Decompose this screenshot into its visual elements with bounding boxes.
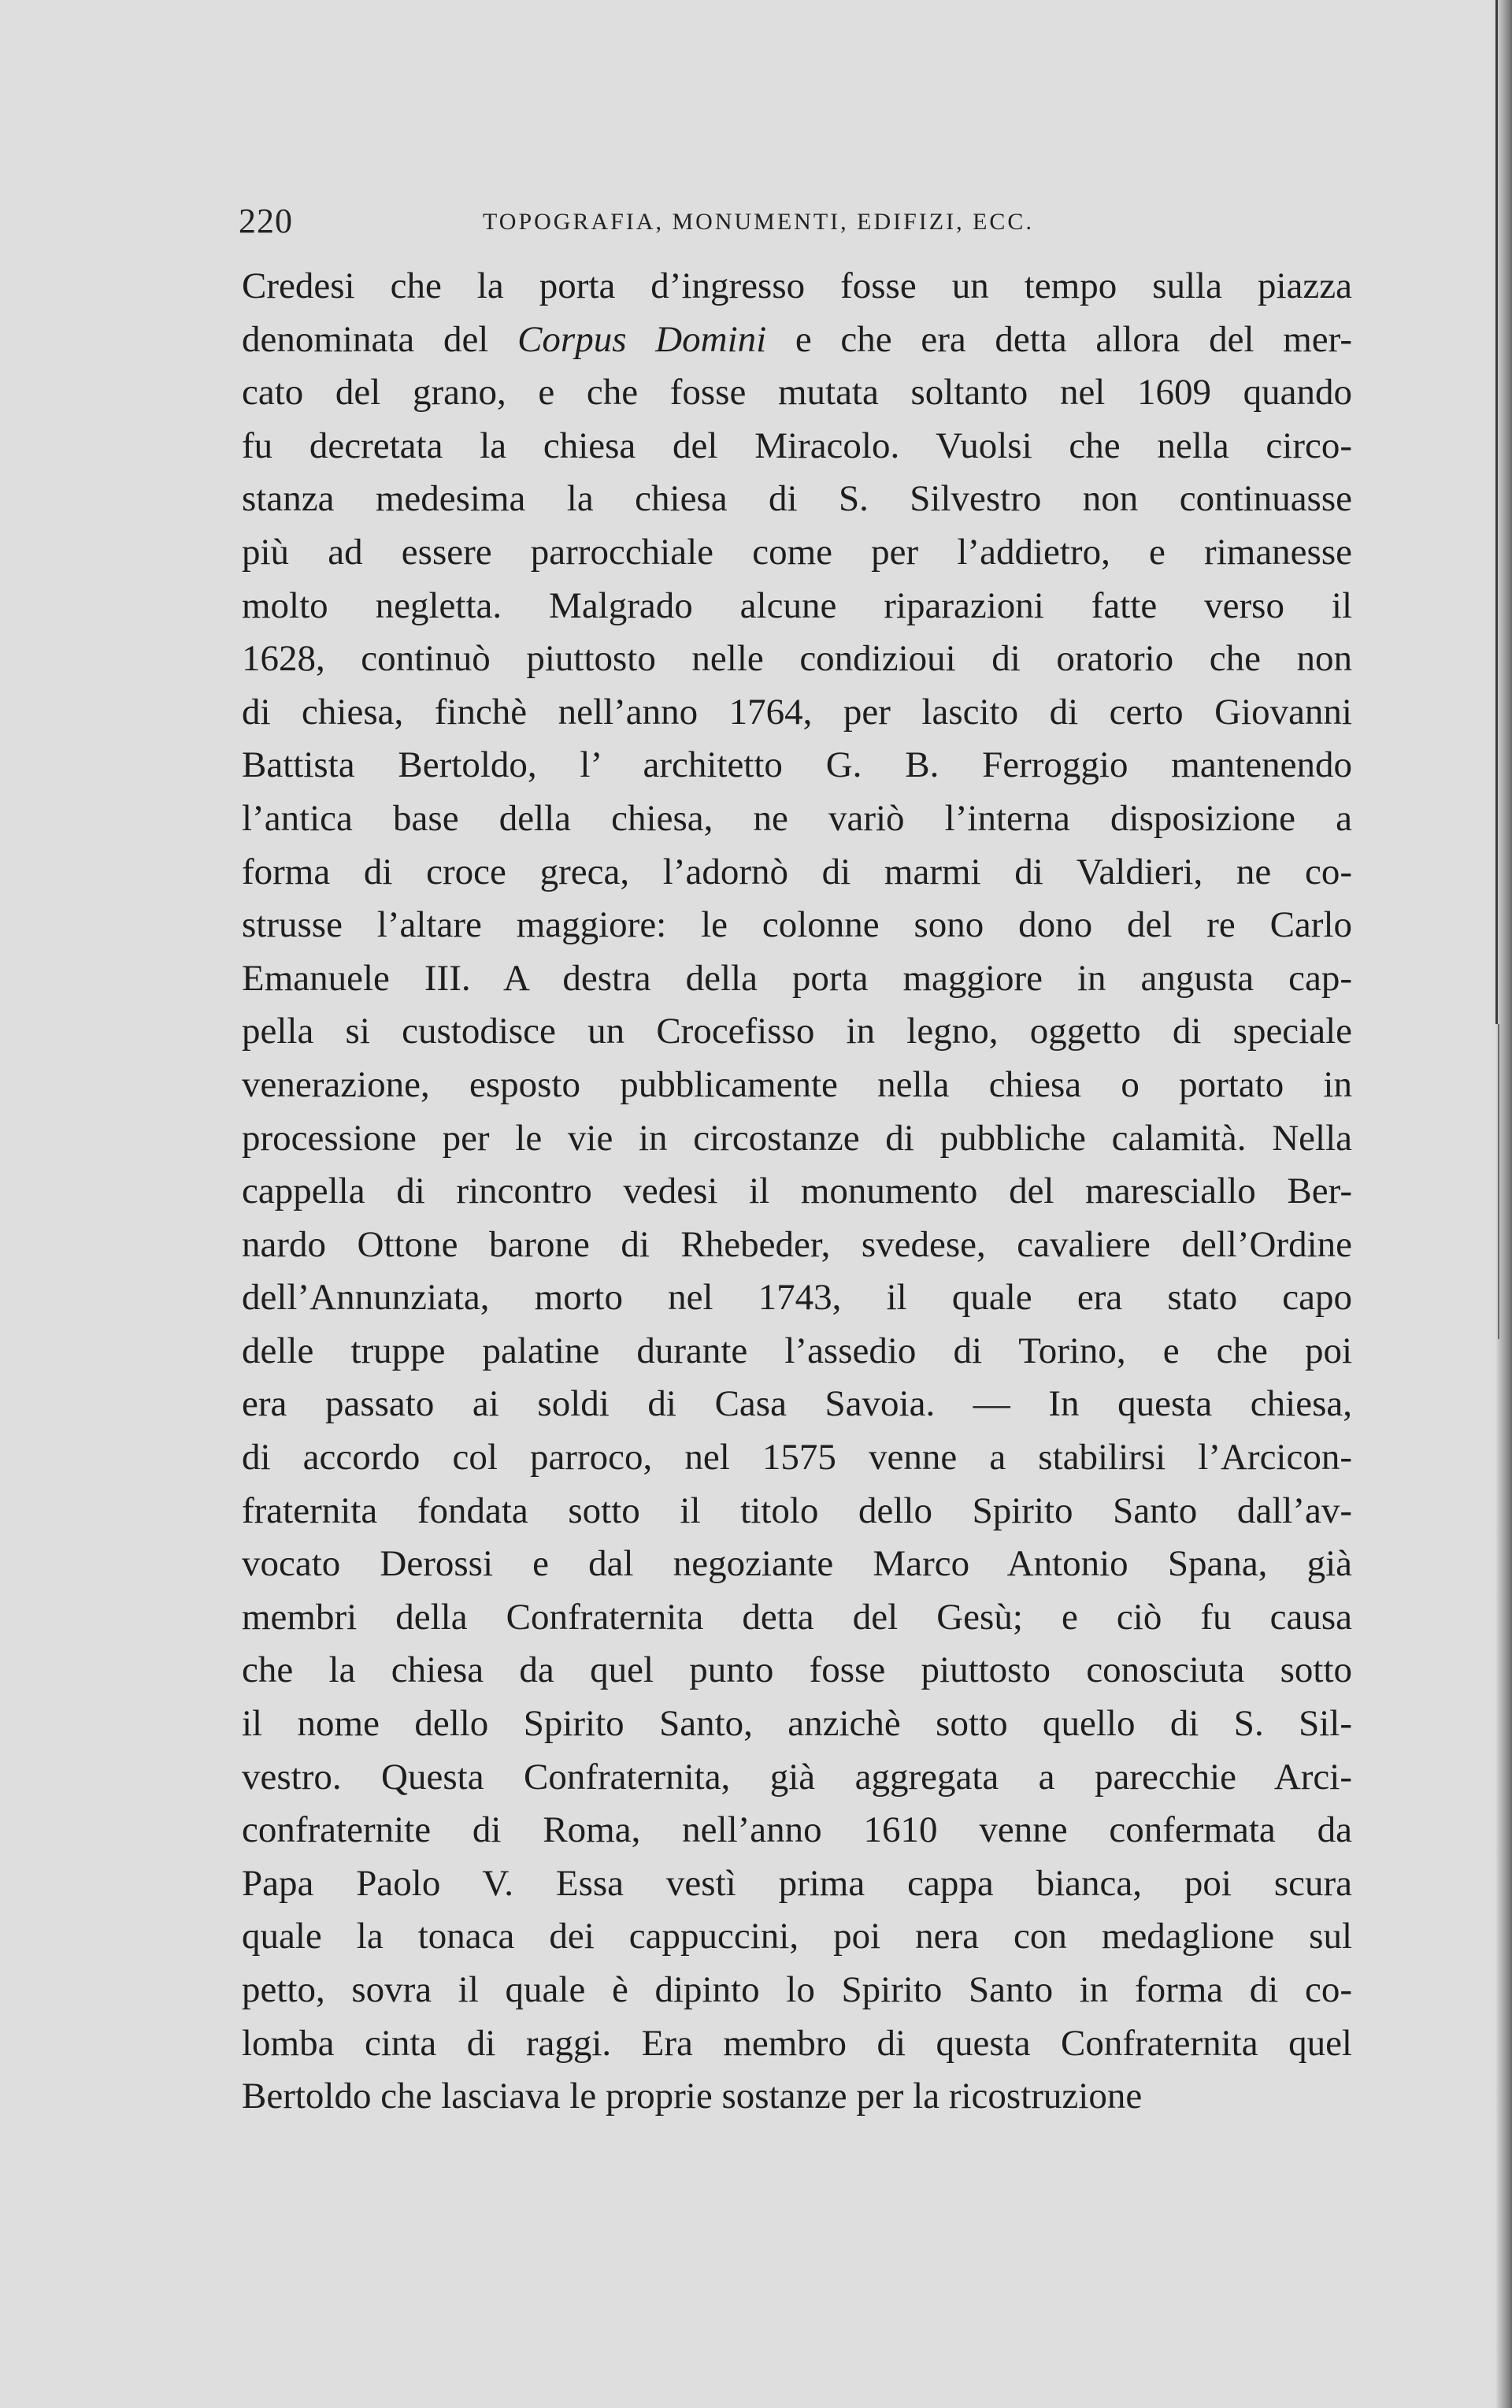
text-line: il nome dello Spirito Santo, anzichè sotto quello di S. Sil- xyxy=(242,1703,1352,1745)
text-line: confraternite di Roma, nell’anno 1610 venne confermata da xyxy=(242,1809,1352,1851)
text-line: forma di croce greca, l’adornò di marmi di Valdieri, ne co- xyxy=(242,851,1352,892)
text-line: molto negletta. Malgrado alcune riparazioni fatte verso il xyxy=(242,584,1352,626)
page-edge-line xyxy=(1498,1024,1499,1339)
running-head: TOPOGRAFIA, MONUMENTI, EDIFIZI, ECC. xyxy=(483,209,1034,235)
text-line: venerazione, esposto pubblicamente nella chiesa o portato in xyxy=(242,1063,1352,1105)
text-line: stanza medesima la chiesa di S. Silvestro non continuasse xyxy=(242,478,1352,520)
text-line: cato del grano, e che fosse mutata soltanto nel 1609 quando xyxy=(242,372,1352,414)
text-line: fu decretata la chiesa del Miracolo. Vuolsi che nella circo- xyxy=(242,425,1352,466)
text-line: Battista Bertoldo, l’ architetto G. B. Ferroggio mantenendo xyxy=(242,744,1352,786)
text-line: che la chiesa da quel punto fosse piuttosto conosciuta sotto xyxy=(242,1649,1352,1691)
text-line: vocato Derossi e dal negoziante Marco Antonio Spana, già xyxy=(242,1543,1352,1585)
text-line: Papa Paolo V. Essa vestì prima cappa bianca, poi scura xyxy=(242,1862,1352,1904)
text-line: cappella di rincontro vedesi il monumento del maresciallo Ber- xyxy=(242,1171,1352,1212)
text-line: pella si custodisce un Crocefisso in legno, oggetto di speciale xyxy=(242,1011,1352,1052)
page-header xyxy=(239,201,1357,248)
text-line: Bertoldo che lasciava le proprie sostanze per la ricostruzione xyxy=(242,2076,1143,2117)
italic-phrase: Corpus Domini xyxy=(517,318,767,360)
text-line: 1628, continuò piuttosto nelle condizioui di oratorio che non xyxy=(242,638,1352,680)
text-line: era passato ai soldi di Casa Savoia. — In questa chiesa, xyxy=(242,1383,1352,1425)
text-line: membri della Confraternita detta del Gesù; e ciò fu causa xyxy=(242,1596,1352,1638)
text-line: fraternita fondata sotto il titolo dello Spirito Santo dall’av- xyxy=(242,1490,1352,1531)
page-edge-line xyxy=(1495,0,1498,1024)
text-line: nardo Ottone barone di Rhebeder, svedese, cavaliere dell’Ordine xyxy=(242,1223,1352,1265)
text-line: più ad essere parrocchiale come per l’addietro, e rimanesse xyxy=(242,531,1352,573)
text-line: vestro. Questa Confraternita, già aggregata a parecchie Arci- xyxy=(242,1756,1352,1798)
text-line: di chiesa, finchè nell’anno 1764, per lascito di certo Giovanni xyxy=(242,691,1352,733)
text-line: quale la tonaca dei cappuccini, poi nera con medaglione sul xyxy=(242,1916,1352,1957)
text-line: Emanuele III. A destra della porta maggiore in angusta cap- xyxy=(242,957,1352,999)
text-line xyxy=(242,314,1352,367)
text-line: delle truppe palatine durante l’assedio di Torino, e che poi xyxy=(242,1330,1352,1371)
text-line: dell’Annunziata, morto nel 1743, il quale era stato capo xyxy=(242,1277,1352,1319)
page-number: 220 xyxy=(239,202,293,240)
text-line: petto, sovra il quale è dipinto lo Spirito Santo in forma di co- xyxy=(242,1969,1352,2010)
text-line: di accordo col parroco, nel 1575 venne a stabilirsi l’Arcicon- xyxy=(242,1437,1352,1479)
text-fragment: e che era detta allora del mer- xyxy=(766,318,1352,360)
text-line: l’antica base della chiesa, ne variò l’interna disposizione a xyxy=(242,797,1352,839)
text-line: lomba cinta di raggi. Era membro di questa Confraternita quel xyxy=(242,2022,1352,2064)
text-line: Credesi che la porta d’ingresso fosse un tempo sulla piazza xyxy=(242,265,1352,306)
text-line: strusse l’altare maggiore: le colonne sono dono del re Carlo xyxy=(242,904,1352,946)
text-fragment: denominata del xyxy=(242,318,518,360)
body-text xyxy=(242,260,1352,2124)
text-line: processione per le vie in circostanze di pubbliche calamità. Nella xyxy=(242,1117,1352,1159)
